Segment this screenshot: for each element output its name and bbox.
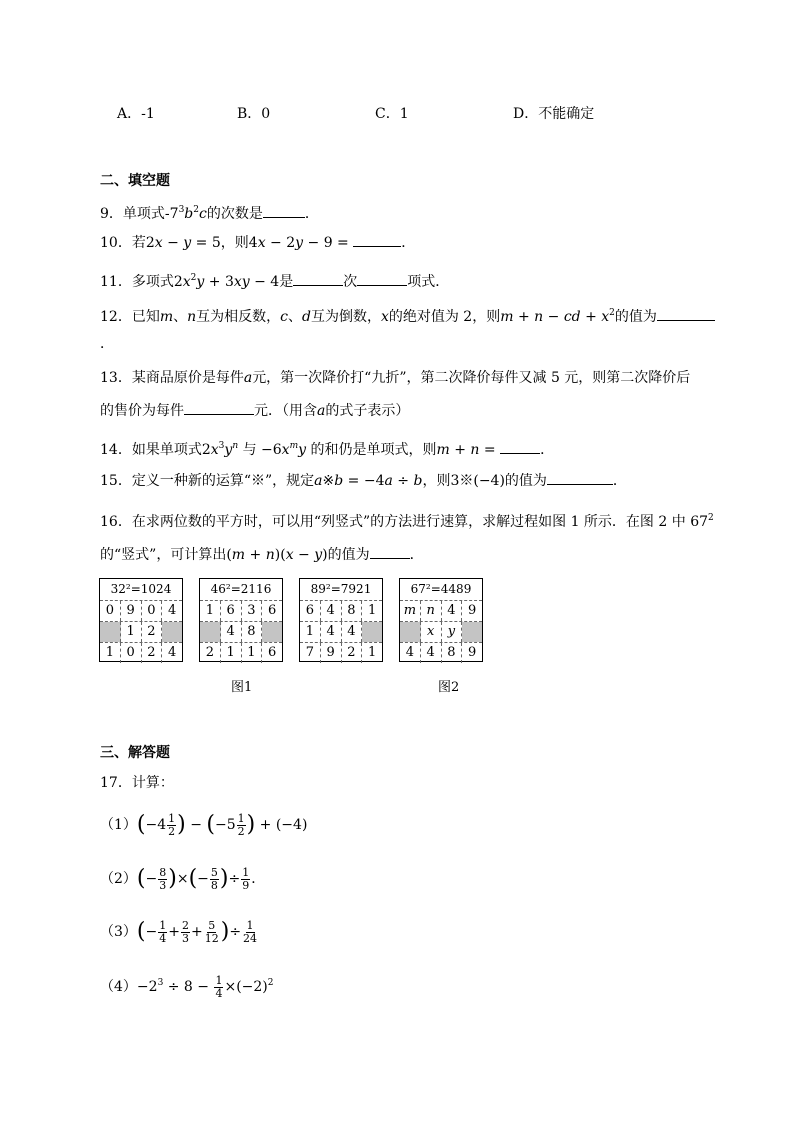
grid-cell: 9 xyxy=(321,643,342,663)
question-16-line1: 16．在求两位数的平方时，可以用“列竖式”的方法进行速算，求解过程如图 1 所示．在图 2 中 $67^2$ xyxy=(100,513,714,530)
grid-cell: x xyxy=(421,622,442,642)
grid-cell: 1 xyxy=(242,643,263,663)
figure-1-caption: 图1 xyxy=(231,680,253,695)
question-17-part-4: $(4)-2^3 \div 8$ − $\frac{1}{4}$ $\times(-2)^2$ xyxy=(100,973,274,1000)
grid-cell: 4 xyxy=(321,622,342,642)
question-9: 9．单项式$-7^3b^2c$的次数是 ． xyxy=(100,205,319,222)
grid-cell: 1 xyxy=(121,622,142,642)
grid-cell-shaded xyxy=(200,622,221,642)
grid-cell: 2 xyxy=(342,643,363,663)
question-12: 12．已知m、n互为相反数，c、d互为倒数，x的绝对值为 2，则m + n − cd + $x^2$的值为 xyxy=(100,303,715,327)
grid-cell: 4 xyxy=(167,645,177,660)
grid-cell: 1 xyxy=(221,643,242,663)
grid-cell: 8 xyxy=(342,601,363,621)
grid-cell-shaded xyxy=(462,622,482,642)
grid-32-squared xyxy=(99,578,183,662)
question-10: 10．若2x − y = 5，则4x − 2y − 9 = ． xyxy=(100,232,415,253)
grid-cell: 6 xyxy=(221,601,242,621)
grid-cell: 0 xyxy=(121,643,142,663)
option-c: C．1 xyxy=(375,106,409,122)
grid-header: 89²=7921 xyxy=(300,579,382,601)
grid-cell: 9 xyxy=(121,601,142,621)
option-a: A．-1 xyxy=(117,106,155,122)
grid-cell: 4 xyxy=(321,601,342,621)
grid-cell: 1 xyxy=(200,601,221,621)
grid-cell: 6 xyxy=(300,601,321,621)
grid-cell: 1 xyxy=(367,603,377,618)
grid-cell: 8 xyxy=(442,643,463,663)
grid-cell: 2 xyxy=(142,643,163,663)
section-title-solve: 三、解答题 xyxy=(100,745,170,761)
grid-header: 67²=4489 xyxy=(400,579,482,601)
grid-cell: 4 xyxy=(167,603,177,618)
grid-cell: 9 xyxy=(467,645,477,660)
grid-cell-shaded xyxy=(400,622,421,642)
question-13-line1: 13．某商品原价是每件a元，第一次降价打“九折”，第二次降价每件又减 5 元，则第二次降价后 xyxy=(100,370,691,386)
option-b: B．0 xyxy=(237,106,271,122)
grid-cell: n xyxy=(421,601,442,621)
grid-cell-shaded xyxy=(162,622,182,642)
question-14: 14．如果单项式$2x^3y^n$ 与 $-6x^my$ 的和仍是单项式，则m + n = ． xyxy=(100,441,555,458)
grid-cell: 4 xyxy=(400,643,421,663)
grid-cell: 1 xyxy=(300,622,321,642)
option-d: D．不能确定 xyxy=(513,106,595,122)
grid-cell: 0 xyxy=(142,601,163,621)
grid-cell: 6 xyxy=(267,603,277,618)
grid-cell: 9 xyxy=(467,603,477,618)
grid-cell: y xyxy=(442,622,463,642)
question-11: 11．多项式$2x^2y + 3xy - 4$是 次 项式． xyxy=(100,273,450,290)
question-16-line2: 的“竖式”，可计算出(m + n)(x − y)的值为 ． xyxy=(100,544,424,565)
question-17-part-2: （2）(− $\frac{8}{3}$ )×(− $\frac{5}{8}$ )÷ $\frac{1}{9}$ ． xyxy=(100,865,266,892)
question-17-part-3: （3）(− $\frac{1}{4}$ + $\frac{2}{3}$ + $\frac{5}{12}$ )÷ $\frac{1}{24}$ xyxy=(100,918,258,945)
grid-cell: 1 xyxy=(100,643,121,663)
question-12-tail: ． xyxy=(100,336,114,352)
grid-cell: 7 xyxy=(300,643,321,663)
grid-cell-shaded xyxy=(100,622,121,642)
grid-cell-shaded xyxy=(362,622,382,642)
question-13-line2: 的售价为每件 元．（用含a的式子表示） xyxy=(100,400,409,421)
grid-cell: 4 xyxy=(442,601,463,621)
grid-header: 32²=1024 xyxy=(100,579,182,601)
grid-cell: 1 xyxy=(367,645,377,660)
grid-46-squared xyxy=(199,578,283,662)
grid-67-squared xyxy=(399,578,483,662)
figure-2-caption: 图2 xyxy=(438,680,460,695)
grid-header: 46²=2116 xyxy=(200,579,282,601)
grid-cell: 2 xyxy=(142,622,163,642)
grid-89-squared xyxy=(299,578,383,662)
grid-cell: m xyxy=(400,601,421,621)
grid-cell: 4 xyxy=(421,643,442,663)
grid-cell: 0 xyxy=(100,601,121,621)
grid-cell: 4 xyxy=(342,622,363,642)
grid-cell: 3 xyxy=(242,601,263,621)
section-title-fill-in: 二、填空题 xyxy=(100,173,170,189)
question-15: 15．定义一种新的运算“※”，规定a※b = −4a ÷ b，则3※(−4)的值为 ． xyxy=(100,470,627,491)
grid-cell: 2 xyxy=(200,643,221,663)
grid-cell: 8 xyxy=(242,622,263,642)
grid-cell-shaded xyxy=(262,622,282,642)
question-17-part-1: （1）(−4 $\frac{1}{2}$ ) − (−5 $\frac{1}{2}$ ) + (−4) xyxy=(100,811,308,838)
grid-cell: 4 xyxy=(221,622,242,642)
question-17-title: 17．计算： xyxy=(100,775,174,791)
grid-cell: 6 xyxy=(267,645,277,660)
